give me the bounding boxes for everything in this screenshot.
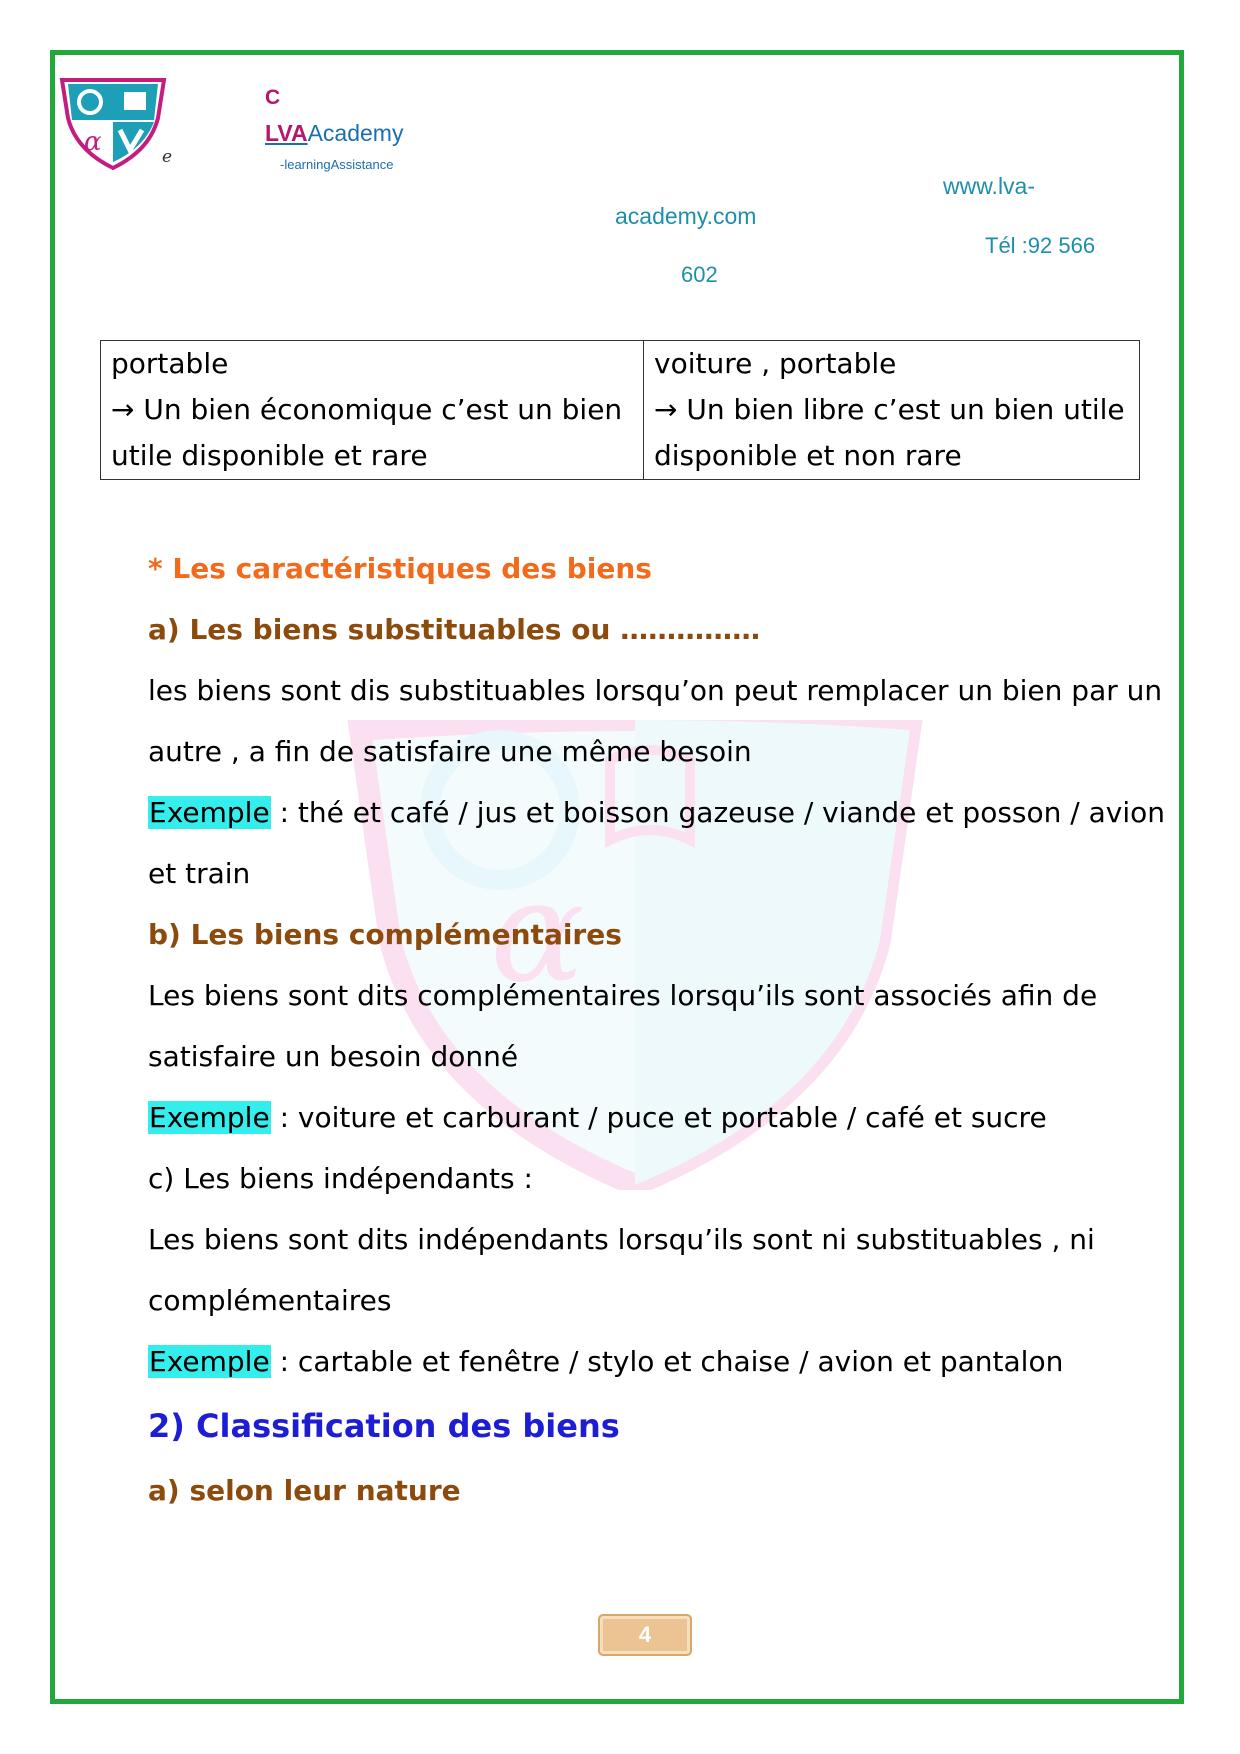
- example-text: : voiture et carburant / puce et portable / café et sucre: [270, 1101, 1047, 1134]
- brand-academy: Academy: [307, 120, 404, 146]
- subsection-title-a: a) Les biens substituables ou ……………: [148, 613, 761, 646]
- example-label: Exemple: [149, 796, 270, 829]
- cell-line: → Un bien économique c’est un bien: [111, 393, 623, 426]
- cell-line: portable: [111, 347, 229, 380]
- example-text: : thé et café / jus et boisson gazeuse / viande et posson / avion: [270, 796, 1165, 829]
- logo-letter: e: [162, 147, 173, 167]
- phone-number-continued: 602: [681, 262, 718, 287]
- brand-letter: C: [265, 86, 281, 109]
- svg-text:α: α: [490, 851, 585, 1014]
- example-line: [148, 1331, 1148, 1392]
- cell-line: → Un bien libre c’est un bien utile: [654, 393, 1125, 426]
- paragraph-line: satisfaire un besoin donné: [148, 1040, 519, 1073]
- paragraph-line: autre , a fin de satisfaire une même besoin: [148, 735, 752, 768]
- brand-name: [265, 120, 403, 147]
- example-line-continued: et train: [148, 857, 251, 890]
- brand-lva: LVA: [265, 120, 308, 146]
- paragraph-line: les biens sont dis substituables lorsqu’on peut remplacer un bien par un: [148, 674, 1163, 707]
- brand-tagline: -learningAssistance: [280, 157, 394, 172]
- cell-line: disponible et non rare: [654, 439, 962, 472]
- website-link-continued[interactable]: academy.com: [615, 203, 757, 229]
- table-row: [101, 341, 1140, 480]
- subsection-title-c: c) Les biens indépendants :: [148, 1162, 533, 1195]
- subsection-title-b: b) Les biens complémentaires: [148, 918, 622, 951]
- section-2-subtitle: a) selon leur nature: [148, 1474, 461, 1507]
- table-cell-free: [644, 341, 1140, 480]
- paragraph-line: Les biens sont dits complémentaires lorsqu’ils sont associés afin de: [148, 979, 1098, 1012]
- example-label: Exemple: [149, 1345, 270, 1378]
- example-label: Exemple: [149, 1101, 270, 1134]
- section-2-title: 2) Classification des biens: [148, 1407, 620, 1445]
- paragraph-line: complémentaires: [148, 1284, 392, 1317]
- example-line: [148, 1087, 1148, 1148]
- lva-academy-logo-icon: [58, 78, 168, 170]
- table-cell-economic: [101, 341, 644, 480]
- cell-line: voiture , portable: [654, 347, 897, 380]
- phone-number: Tél :92 566: [985, 233, 1096, 258]
- paragraph-line: Les biens sont dits indépendants lorsqu’ils sont ni substituables , ni: [148, 1223, 1095, 1256]
- cell-line: utile disponible et rare: [111, 439, 428, 472]
- goods-table: [100, 340, 1140, 480]
- page-number: 4: [598, 1614, 692, 1656]
- example-text: : cartable et fenêtre / stylo et chaise / avion et pantalon: [270, 1345, 1064, 1378]
- example-line: [148, 782, 1165, 843]
- section-title: * Les caractéristiques des biens: [148, 552, 652, 585]
- main-content: [148, 538, 1165, 1521]
- svg-text:α: α: [84, 127, 102, 157]
- website-link[interactable]: www.lva-: [943, 173, 1036, 199]
